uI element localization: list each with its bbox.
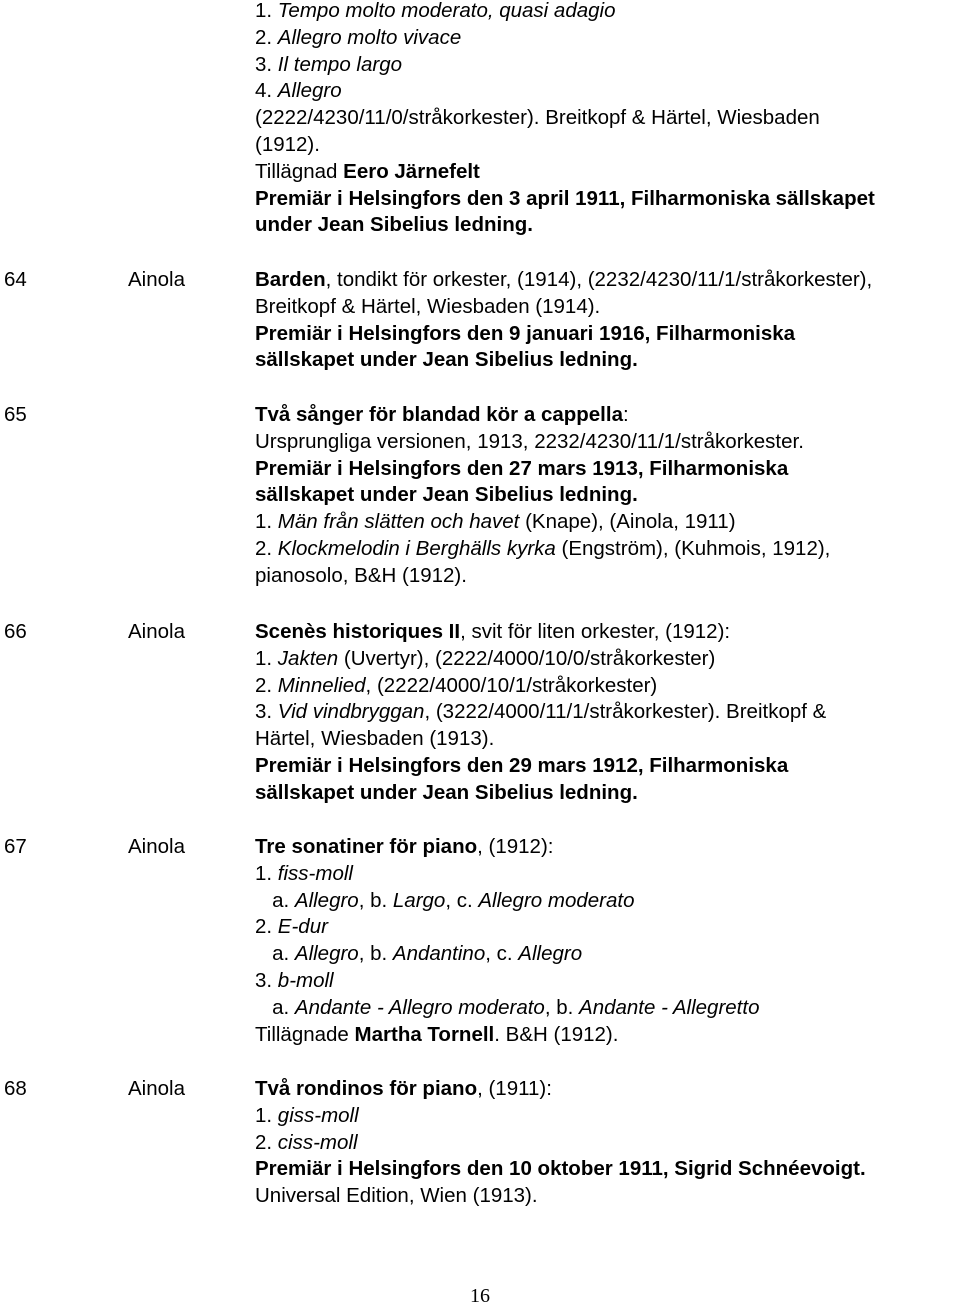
- italic-text: fiss-moll: [277, 861, 353, 885]
- italic-text: Andantino: [392, 942, 486, 966]
- italic-text: Allegro molto vivace: [277, 25, 462, 49]
- text-line: [255, 645, 715, 672]
- italic-text: Andante - Allegretto: [579, 995, 760, 1019]
- text-segment: a.: [255, 995, 295, 1019]
- italic-text: Jakten: [277, 646, 339, 670]
- text-line: [255, 887, 635, 914]
- text-segment: , b.: [358, 888, 393, 912]
- text-line: [255, 913, 328, 940]
- italic-text: b-moll: [277, 969, 334, 992]
- text-line: [255, 1102, 359, 1129]
- text-line: [255, 481, 638, 508]
- bold-text: Martha Tornell: [354, 1022, 495, 1046]
- text-line: [255, 698, 826, 725]
- text-line: [255, 185, 875, 212]
- text-line: [255, 428, 804, 455]
- text-line: [255, 346, 638, 373]
- text-segment: , tondikt för orkester, (1914), (2232/4230/11/1/stråkorkester),: [325, 268, 873, 291]
- text-segment: a.: [255, 942, 295, 966]
- text-segment: 3.: [255, 969, 278, 992]
- bold-text: under Jean Sibelius ledning.: [255, 213, 533, 237]
- text-line: [255, 293, 600, 320]
- text-segment: (Uvertyr), (2222/4000/10/0/stråkorkester): [338, 646, 716, 670]
- text-line: [255, 508, 736, 535]
- text-segment: , (3222/4000/11/1/stråkorkester). Breitkopf &: [424, 700, 827, 724]
- text-line: [255, 77, 342, 104]
- italic-text: giss-moll: [277, 1103, 359, 1127]
- text-segment: Tillägnade: [255, 1022, 355, 1046]
- work-number: 67: [4, 835, 27, 858]
- text-line: [255, 535, 830, 562]
- text-line: [255, 1129, 358, 1156]
- bold-text: sällskapet under Jean Sibelius ledning.: [255, 780, 638, 804]
- text-segment: Tillägnad: [255, 159, 344, 183]
- text-line: [255, 562, 467, 589]
- work-place: Ainola: [128, 835, 185, 858]
- bold-text: Tre sonatiner för piano: [255, 835, 478, 858]
- text-line: [255, 401, 629, 428]
- italic-text: Män från slätten och havet: [277, 510, 520, 534]
- text-segment: (Engström), (Kuhmois, 1912),: [555, 537, 831, 560]
- text-line: [255, 860, 353, 887]
- text-segment: 1.: [255, 510, 278, 534]
- text-segment: 2.: [255, 1130, 278, 1154]
- work-number: 66: [4, 620, 27, 643]
- text-segment: pianosolo, B&H (1912).: [255, 563, 467, 587]
- text-segment: (1912).: [255, 133, 320, 156]
- italic-text: Allegro: [277, 79, 342, 103]
- text-segment: Härtel, Wiesbaden (1913).: [255, 727, 495, 751]
- text-line: [255, 994, 759, 1021]
- italic-text: Klockmelodin i Berghälls kyrka: [277, 537, 556, 560]
- text-line: [255, 320, 795, 347]
- bold-text: Premiär i Helsingfors den 29 mars 1912, Filharmoniska: [255, 754, 789, 777]
- text-segment: 1.: [255, 646, 278, 670]
- text-line: [255, 967, 334, 994]
- text-line: [255, 158, 480, 185]
- italic-text: Il tempo largo: [277, 52, 402, 76]
- work-place: Ainola: [128, 268, 185, 291]
- text-line: [255, 266, 872, 293]
- bold-text: Premiär i Helsingfors den 3 april 1911, Filharmoniska sällskapet: [255, 186, 875, 210]
- italic-text: Allegro: [518, 942, 583, 966]
- text-segment: 1.: [255, 0, 278, 22]
- text-segment: (2222/4230/11/0/stråkorkester). Breitkopf & Härtel, Wiesbaden: [255, 106, 820, 130]
- bold-text: sällskapet under Jean Sibelius ledning.: [255, 348, 638, 372]
- bold-text: Barden: [255, 268, 326, 291]
- text-segment: 2.: [255, 537, 278, 560]
- text-line: [255, 1155, 866, 1182]
- bold-text: Premiär i Helsingfors den 27 mars 1913, Filharmoniska: [255, 456, 789, 480]
- text-segment: 1.: [255, 861, 278, 885]
- text-segment: Breitkopf & Härtel, Wiesbaden (1914).: [255, 294, 601, 318]
- italic-text: ciss-moll: [277, 1130, 358, 1154]
- text-line: [255, 104, 820, 131]
- italic-text: Allegro moderato: [478, 888, 635, 912]
- text-segment: Universal Edition, Wien (1913).: [255, 1184, 538, 1208]
- italic-text: Allegro: [294, 942, 359, 966]
- text-segment: , b.: [544, 995, 580, 1019]
- text-line: [255, 752, 788, 779]
- text-line: [255, 940, 582, 967]
- bold-text: Två rondinos för piano: [255, 1077, 478, 1100]
- text-segment: , b.: [358, 942, 393, 966]
- text-segment: , (1911):: [477, 1077, 552, 1100]
- italic-text: Andante - Allegro moderato: [294, 995, 545, 1019]
- text-segment: , c.: [445, 888, 479, 912]
- text-segment: a.: [255, 888, 295, 912]
- text-segment: . B&H (1912).: [494, 1022, 619, 1046]
- italic-text: E-dur: [277, 915, 328, 939]
- italic-text: Largo: [392, 888, 446, 912]
- text-segment: 1.: [255, 1103, 278, 1127]
- bold-text: sällskapet under Jean Sibelius ledning.: [255, 483, 638, 507]
- work-number: 65: [4, 403, 27, 426]
- text-line: [255, 211, 533, 238]
- bold-text: Premiär i Helsingfors den 9 januari 1916, Filharmoniska: [255, 321, 796, 345]
- text-line: [255, 51, 402, 78]
- bold-text: Eero Järnefelt: [343, 159, 480, 183]
- text-line: [255, 725, 494, 752]
- italic-text: Tempo molto moderato, quasi adagio: [277, 0, 616, 22]
- bold-text: Premiär i Helsingfors den 10 oktober 1911, Sigrid Schnéevoigt.: [255, 1157, 866, 1181]
- italic-text: Allegro: [294, 888, 359, 912]
- text-line: [255, 1182, 538, 1209]
- text-segment: , c.: [485, 942, 519, 966]
- text-line: [255, 131, 320, 158]
- text-line: [255, 1075, 552, 1102]
- text-segment: , svit för liten orkester, (1912):: [460, 620, 731, 643]
- work-number: 68: [4, 1077, 27, 1100]
- work-place: Ainola: [128, 620, 185, 643]
- text-segment: 3.: [255, 700, 278, 724]
- text-segment: Ursprungliga versionen, 1913, 2232/4230/11/1/stråkorkester.: [255, 429, 804, 453]
- text-segment: 3.: [255, 52, 278, 76]
- text-line: [255, 24, 461, 51]
- text-segment: 4.: [255, 79, 278, 103]
- text-segment: 2.: [255, 25, 278, 49]
- text-line: [255, 672, 657, 699]
- text-segment: , (1912):: [477, 835, 554, 858]
- text-line: [255, 1021, 618, 1048]
- page-number: 16: [470, 1285, 490, 1307]
- italic-text: Vid vindbryggan: [277, 700, 425, 724]
- text-segment: 2.: [255, 673, 278, 697]
- text-segment: , (2222/4000/10/1/stråkorkester): [365, 673, 658, 697]
- bold-text: Två sånger för blandad kör a cappella: [255, 403, 623, 426]
- work-number: 64: [4, 268, 27, 291]
- work-place: Ainola: [128, 1077, 185, 1100]
- text-segment: :: [622, 403, 629, 426]
- text-line: [255, 0, 616, 24]
- text-line: [255, 833, 553, 860]
- italic-text: Minnelied: [277, 673, 366, 697]
- text-line: [255, 618, 730, 645]
- text-segment: 2.: [255, 915, 278, 939]
- text-segment: (Knape), (Ainola, 1911): [519, 510, 736, 534]
- bold-text: Scenès historiques II: [255, 620, 461, 643]
- text-line: [255, 779, 638, 806]
- text-line: [255, 455, 788, 482]
